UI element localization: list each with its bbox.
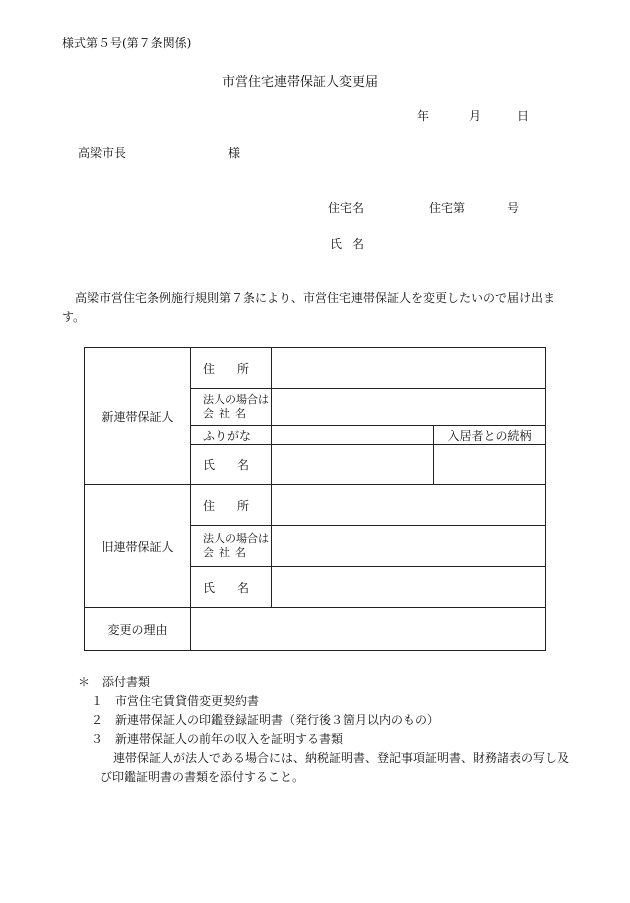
applicant-name-label: 氏名 [330,237,375,251]
old-name-field[interactable] [272,567,546,608]
date-year-label: 年 [417,109,430,123]
old-company-label: 法人の場合は 会社名 [191,526,272,567]
reason-label: 変更の理由 [85,608,191,651]
guarantor-form-table [84,347,546,651]
old-company-field[interactable] [272,526,546,567]
new-guarantor-label: 新連帯保証人 [85,348,191,485]
honorific: 様 [228,146,241,160]
old-guarantor-label: 旧連帯保証人 [85,485,191,608]
body-text: 高梁市営住宅条例施行規則第７条により、市営住宅連帯保証人を変更したいので届け出ます。 [62,291,556,324]
housing-number-label: 住宅第 [429,201,466,215]
new-name-field[interactable] [272,445,434,485]
document-title: 市営住宅連帯保証人変更届 [222,75,379,90]
addressee: 高梁市長 [78,146,127,160]
new-name-label: 氏名 [191,445,272,485]
housing-name-label: 住宅名 [328,201,365,215]
new-furigana-label: ふりがな [191,426,272,445]
old-address-label: 住所 [191,485,272,526]
attachment-item: １ 市営住宅賃貸借変更契約書 [91,694,260,708]
form-number-label: 様式第５号(第７条関係) [62,36,192,50]
new-company-label: 法人の場合は 会社名 [191,389,272,426]
old-address-field[interactable] [272,485,546,526]
new-address-field[interactable] [272,348,546,389]
date-day-label: 日 [517,109,530,123]
reason-field[interactable] [191,608,546,651]
new-address-label: 住所 [191,348,272,389]
new-company-field[interactable] [272,389,546,426]
housing-go-label: 号 [507,201,520,215]
date-month-label: 月 [469,109,482,123]
attachments-title: ＊ 添付書類 [78,675,151,689]
attachment-item: ２ 新連帯保証人の印鑑登録証明書（発行後３箇月以内のもの） [91,713,440,727]
attachment-note: 連帯保証人が法人である場合には、納税証明書、登記事項証明書、財務諸表の写し及び印鑑証明書の書類を添付すること。 [100,751,570,784]
relation-label: 入居者との続柄 [434,426,546,445]
old-name-label: 氏名 [191,567,272,608]
new-furigana-field[interactable] [272,426,434,445]
relation-field[interactable] [434,445,546,485]
attachment-item: ３ 新連帯保証人の前年の収入を証明する書類 [91,732,344,746]
